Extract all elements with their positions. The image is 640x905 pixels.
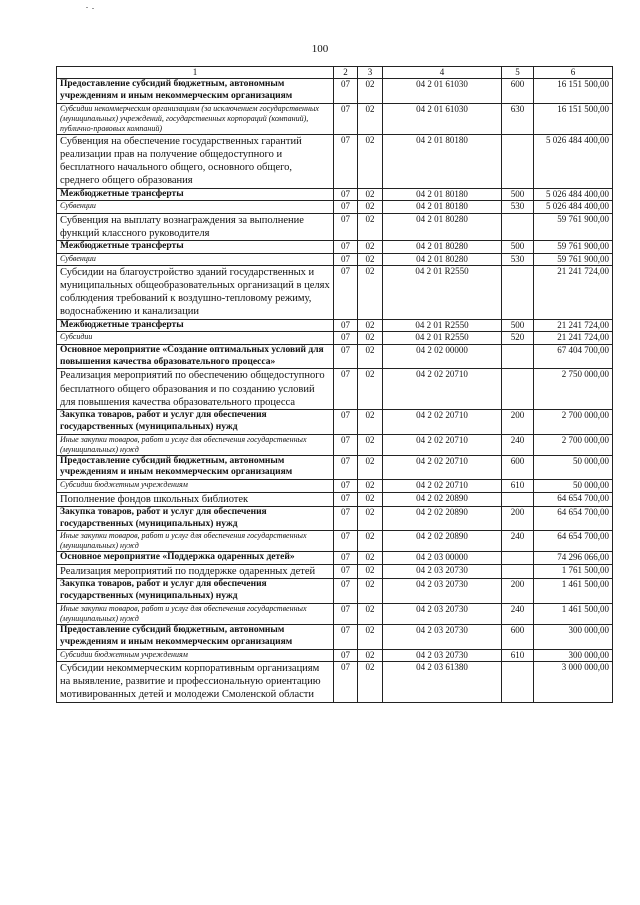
target-article-code: 04 2 02 20710 — [383, 434, 502, 455]
item-name: Закупка товаров, работ и услуг для обеспечения государственных (муниципальных) нужд — [57, 506, 334, 531]
section-code: 07 — [334, 79, 358, 104]
amount: 2 700 000,00 — [534, 409, 613, 434]
item-name: Реализация мероприятий по обеспечению общедоступного бесплатного общего образования и по созданию условий для повышения качества образовательного процесса — [57, 369, 334, 409]
amount: 67 404 700,00 — [534, 344, 613, 369]
table-row — [57, 625, 613, 650]
item-name: Реализация мероприятий по поддержке одаренных детей — [57, 565, 334, 579]
table-row — [57, 434, 613, 455]
table-row — [57, 455, 613, 480]
amount: 64 654 700,00 — [534, 531, 613, 552]
item-name: Субсидии некоммерческим организациям (за исключением государственных (муниципальных) учреждений, государственных корпораций (компаний), публично-правовых компаний) — [57, 104, 334, 135]
item-name: Закупка товаров, работ и услуг для обеспечения государственных (муниципальных) нужд — [57, 579, 334, 604]
amount: 21 241 724,00 — [534, 332, 613, 344]
section-code: 07 — [334, 104, 358, 135]
item-name: Межбюджетные трансферты — [57, 240, 334, 253]
expense-type-code: 200 — [502, 409, 534, 434]
expense-type-code — [502, 266, 534, 320]
subsection-code: 02 — [358, 79, 383, 104]
amount: 16 151 500,00 — [534, 104, 613, 135]
amount: 1 461 500,00 — [534, 579, 613, 604]
target-article-code: 04 2 02 00000 — [383, 344, 502, 369]
target-article-code: 04 2 02 20890 — [383, 531, 502, 552]
target-article-code: 04 2 01 61030 — [383, 104, 502, 135]
amount: 21 241 724,00 — [534, 266, 613, 320]
table-row — [57, 240, 613, 253]
item-name: Пополнение фондов школьных библиотек — [57, 492, 334, 506]
item-name: Субсидии бюджетным учреждениям — [57, 480, 334, 492]
amount: 300 000,00 — [534, 649, 613, 661]
amount: 50 000,00 — [534, 455, 613, 480]
table-row — [57, 506, 613, 531]
target-article-code: 04 2 03 00000 — [383, 552, 502, 565]
header-col-4: 4 — [383, 67, 502, 79]
target-article-code: 04 2 02 20710 — [383, 369, 502, 409]
section-code: 07 — [334, 344, 358, 369]
section-code: 07 — [334, 649, 358, 661]
section-code: 07 — [334, 188, 358, 201]
item-name: Субвенция на выплату вознаграждения за выполнение функций классного руководителя — [57, 213, 334, 240]
section-code: 07 — [334, 332, 358, 344]
table-row — [57, 213, 613, 240]
subsection-code: 02 — [358, 625, 383, 650]
target-article-code: 04 2 01 80180 — [383, 135, 502, 189]
target-article-code: 04 2 03 61380 — [383, 662, 502, 702]
amount: 21 241 724,00 — [534, 319, 613, 332]
expense-type-code — [502, 565, 534, 579]
item-name: Предоставление субсидий бюджетным, автономным учреждениям и иным некоммерческим организациям — [57, 455, 334, 480]
amount: 3 000 000,00 — [534, 662, 613, 702]
amount: 59 761 900,00 — [534, 240, 613, 253]
expense-type-code — [502, 135, 534, 189]
subsection-code: 02 — [358, 531, 383, 552]
item-name: Субвенции — [57, 201, 334, 213]
amount: 64 654 700,00 — [534, 492, 613, 506]
subsection-code: 02 — [358, 662, 383, 702]
amount: 2 750 000,00 — [534, 369, 613, 409]
expense-type-code: 200 — [502, 506, 534, 531]
amount: 5 026 484 400,00 — [534, 188, 613, 201]
item-name: Иные закупки товаров, работ и услуг для обеспечения государственных (муниципальных) нужд — [57, 604, 334, 625]
section-code: 07 — [334, 506, 358, 531]
subsection-code: 02 — [358, 552, 383, 565]
section-code: 07 — [334, 455, 358, 480]
target-article-code: 04 2 01 80280 — [383, 240, 502, 253]
subsection-code: 02 — [358, 201, 383, 213]
section-code: 07 — [334, 492, 358, 506]
target-article-code: 04 2 02 20710 — [383, 409, 502, 434]
expense-type-code: 600 — [502, 455, 534, 480]
expense-type-code: 520 — [502, 332, 534, 344]
subsection-code: 02 — [358, 604, 383, 625]
header-col-2: 2 — [334, 67, 358, 79]
expense-type-code: 500 — [502, 240, 534, 253]
expense-type-code — [502, 213, 534, 240]
item-name: Межбюджетные трансферты — [57, 319, 334, 332]
expense-type-code — [502, 369, 534, 409]
subsection-code: 02 — [358, 135, 383, 189]
target-article-code: 04 2 03 20730 — [383, 649, 502, 661]
item-name: Субвенции — [57, 253, 334, 265]
subsection-code: 02 — [358, 492, 383, 506]
item-name: Субсидии — [57, 332, 334, 344]
section-code: 07 — [334, 552, 358, 565]
amount: 5 026 484 400,00 — [534, 201, 613, 213]
item-name: Субсидии бюджетным учреждениям — [57, 649, 334, 661]
subsection-code: 02 — [358, 319, 383, 332]
section-code: 07 — [334, 240, 358, 253]
target-article-code: 04 2 01 R2550 — [383, 266, 502, 320]
table-row — [57, 135, 613, 189]
item-name: Субсидии некоммерческим корпоративным организациям на выявление, развитие и профессиональную ориентацию мотивированных детей и молодежи Смоленской области — [57, 662, 334, 702]
expense-type-code: 630 — [502, 104, 534, 135]
table-row — [57, 253, 613, 265]
target-article-code: 04 2 01 R2550 — [383, 319, 502, 332]
section-code: 07 — [334, 135, 358, 189]
expense-type-code: 240 — [502, 434, 534, 455]
table-row — [57, 201, 613, 213]
item-name: Закупка товаров, работ и услуг для обеспечения государственных (муниципальных) нужд — [57, 409, 334, 434]
item-name: Основное мероприятие «Поддержка одаренных детей» — [57, 552, 334, 565]
section-code: 07 — [334, 662, 358, 702]
subsection-code: 02 — [358, 455, 383, 480]
subsection-code: 02 — [358, 506, 383, 531]
section-code: 07 — [334, 369, 358, 409]
table-row — [57, 369, 613, 409]
page-number: 100 — [311, 43, 329, 55]
item-name: Предоставление субсидий бюджетным, автономным учреждениям и иным некоммерческим организациям — [57, 625, 334, 650]
section-code: 07 — [334, 253, 358, 265]
section-code: 07 — [334, 565, 358, 579]
target-article-code: 04 2 01 80280 — [383, 253, 502, 265]
expense-type-code — [502, 552, 534, 565]
subsection-code: 02 — [358, 240, 383, 253]
expense-type-code: 610 — [502, 649, 534, 661]
header-col-1: 1 — [57, 67, 334, 79]
table-row — [57, 565, 613, 579]
expense-type-code: 530 — [502, 253, 534, 265]
expense-type-code: 600 — [502, 79, 534, 104]
header-col-6: 6 — [534, 67, 613, 79]
table-row — [57, 531, 613, 552]
target-article-code: 04 2 03 20730 — [383, 625, 502, 650]
subsection-code: 02 — [358, 266, 383, 320]
section-code: 07 — [334, 201, 358, 213]
table-row — [57, 662, 613, 702]
section-code: 07 — [334, 319, 358, 332]
table-row — [57, 604, 613, 625]
expense-type-code: 600 — [502, 625, 534, 650]
subsection-code: 02 — [358, 104, 383, 135]
subsection-code: 02 — [358, 344, 383, 369]
scan-speck — [92, 8, 94, 9]
amount: 59 761 900,00 — [534, 253, 613, 265]
subsection-code: 02 — [358, 369, 383, 409]
amount: 1 461 500,00 — [534, 604, 613, 625]
subsection-code: 02 — [358, 213, 383, 240]
amount: 5 026 484 400,00 — [534, 135, 613, 189]
table-row — [57, 552, 613, 565]
target-article-code: 04 2 01 80280 — [383, 213, 502, 240]
section-code: 07 — [334, 531, 358, 552]
table-row — [57, 104, 613, 135]
section-code: 07 — [334, 604, 358, 625]
table-row — [57, 344, 613, 369]
item-name: Межбюджетные трансферты — [57, 188, 334, 201]
target-article-code: 04 2 01 R2550 — [383, 332, 502, 344]
subsection-code: 02 — [358, 434, 383, 455]
expense-type-code — [502, 662, 534, 702]
amount: 50 000,00 — [534, 480, 613, 492]
item-name: Иные закупки товаров, работ и услуг для обеспечения государственных (муниципальных) нужд — [57, 531, 334, 552]
scan-speck — [86, 7, 88, 8]
table-header-row — [57, 67, 613, 79]
item-name: Субвенция на обеспечение государственных гарантий реализации прав на получение общедоступного и бесплатного начального общего, основного общего, среднего общего образования — [57, 135, 334, 189]
target-article-code: 04 2 01 80180 — [383, 188, 502, 201]
table-row — [57, 188, 613, 201]
amount: 64 654 700,00 — [534, 506, 613, 531]
subsection-code: 02 — [358, 579, 383, 604]
table-row — [57, 409, 613, 434]
expense-type-code — [502, 492, 534, 506]
item-name: Иные закупки товаров, работ и услуг для обеспечения государственных (муниципальных) нужд — [57, 434, 334, 455]
subsection-code: 02 — [358, 649, 383, 661]
target-article-code: 04 2 03 20730 — [383, 579, 502, 604]
section-code: 07 — [334, 213, 358, 240]
target-article-code: 04 2 02 20710 — [383, 455, 502, 480]
expense-type-code: 240 — [502, 604, 534, 625]
subsection-code: 02 — [358, 409, 383, 434]
subsection-code: 02 — [358, 188, 383, 201]
expense-type-code — [502, 344, 534, 369]
item-name: Предоставление субсидий бюджетным, автономным учреждениям и иным некоммерческим организациям — [57, 79, 334, 104]
target-article-code: 04 2 03 20730 — [383, 604, 502, 625]
subsection-code: 02 — [358, 565, 383, 579]
section-code: 07 — [334, 266, 358, 320]
table-row — [57, 579, 613, 604]
table-row — [57, 79, 613, 104]
table-row — [57, 332, 613, 344]
subsection-code: 02 — [358, 253, 383, 265]
table-row — [57, 480, 613, 492]
target-article-code: 04 2 01 80180 — [383, 201, 502, 213]
subsection-code: 02 — [358, 332, 383, 344]
table-row — [57, 319, 613, 332]
table-row — [57, 492, 613, 506]
target-article-code: 04 2 03 20730 — [383, 565, 502, 579]
amount: 1 761 500,00 — [534, 565, 613, 579]
target-article-code: 04 2 01 61030 — [383, 79, 502, 104]
section-code: 07 — [334, 409, 358, 434]
target-article-code: 04 2 02 20890 — [383, 506, 502, 531]
table-row — [57, 266, 613, 320]
table-row — [57, 649, 613, 661]
section-code: 07 — [334, 579, 358, 604]
item-name: Основное мероприятие «Создание оптимальных условий для повышения качества образовательного процесса» — [57, 344, 334, 369]
target-article-code: 04 2 02 20710 — [383, 480, 502, 492]
amount: 300 000,00 — [534, 625, 613, 650]
expense-type-code: 610 — [502, 480, 534, 492]
expense-type-code: 530 — [502, 201, 534, 213]
section-code: 07 — [334, 625, 358, 650]
amount: 74 296 066,00 — [534, 552, 613, 565]
amount: 59 761 900,00 — [534, 213, 613, 240]
amount: 2 700 000,00 — [534, 434, 613, 455]
item-name: Субсидии на благоустройство зданий государственных и муниципальных общеобразовательных организаций в целях соблюдения требований к воздушно-тепловому режиму, водоснабжению и канализации — [57, 266, 334, 320]
expense-type-code: 500 — [502, 188, 534, 201]
amount: 16 151 500,00 — [534, 79, 613, 104]
expense-type-code: 240 — [502, 531, 534, 552]
budget-table — [56, 66, 613, 703]
header-col-5: 5 — [502, 67, 534, 79]
expense-type-code: 500 — [502, 319, 534, 332]
section-code: 07 — [334, 434, 358, 455]
header-col-3: 3 — [358, 67, 383, 79]
target-article-code: 04 2 02 20890 — [383, 492, 502, 506]
expense-type-code: 200 — [502, 579, 534, 604]
section-code: 07 — [334, 480, 358, 492]
subsection-code: 02 — [358, 480, 383, 492]
